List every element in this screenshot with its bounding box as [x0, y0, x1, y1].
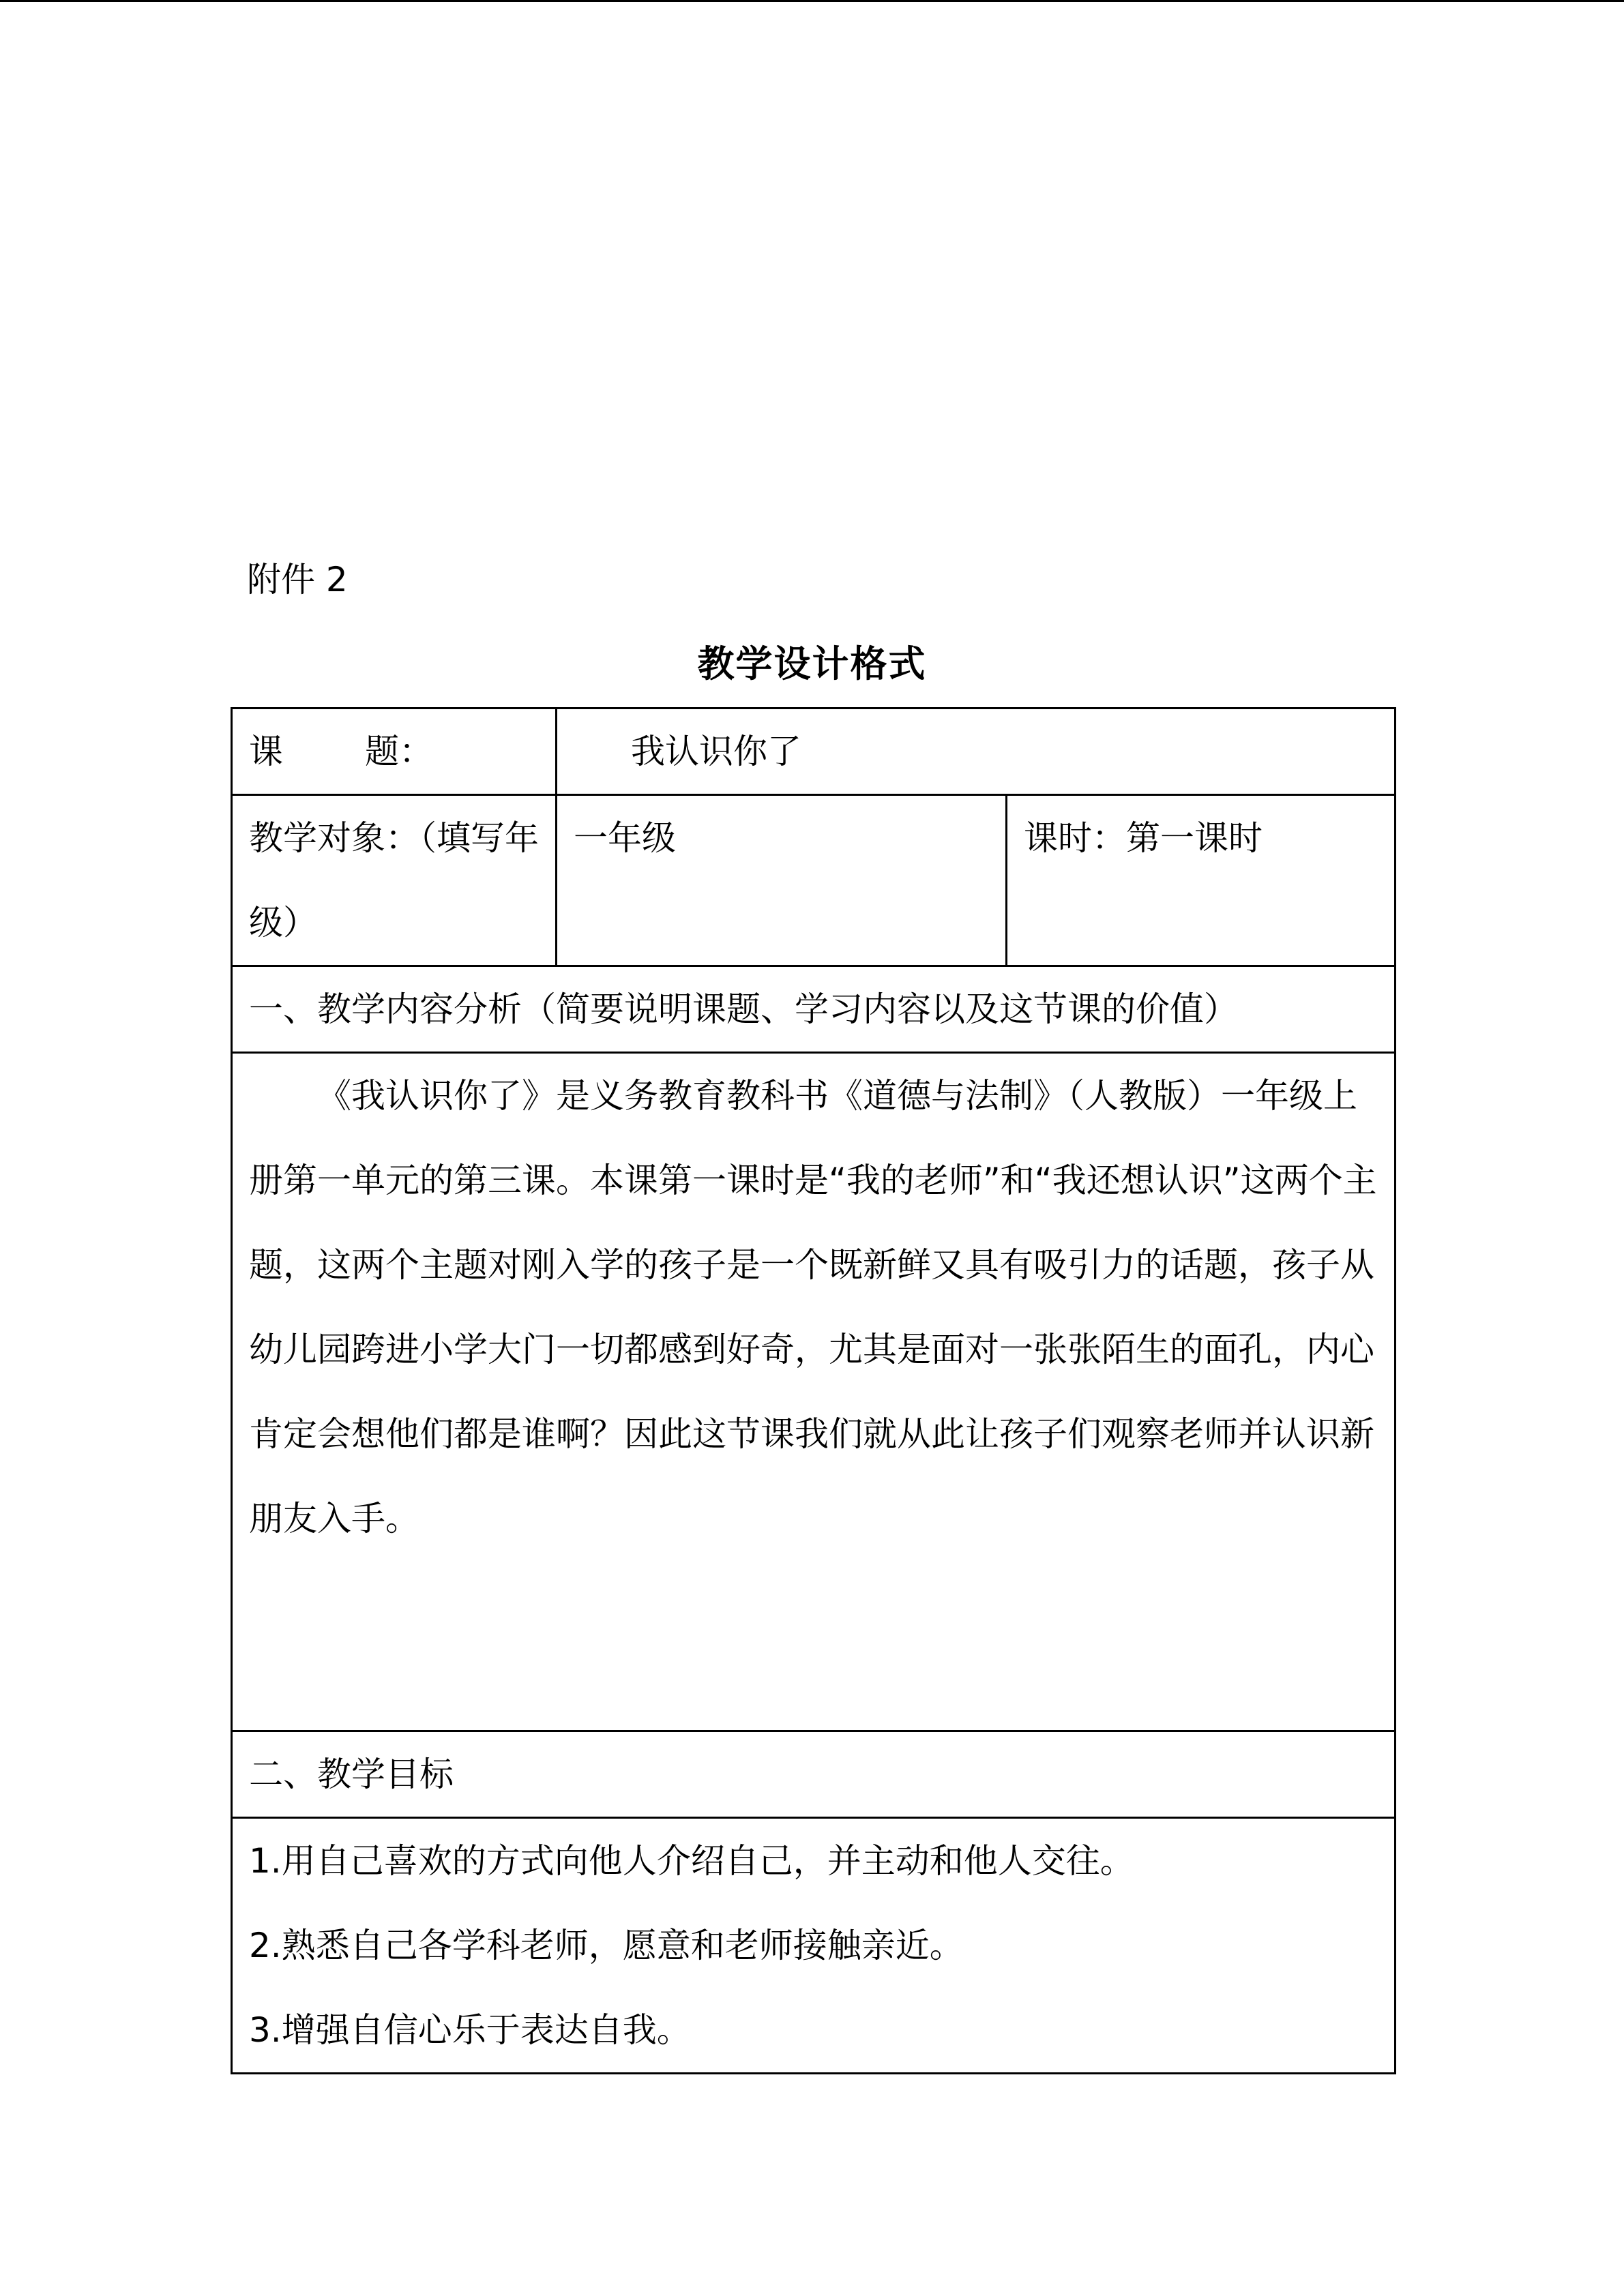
goals-row: [232, 1818, 1396, 2074]
topic-label-cell: [232, 709, 557, 795]
goal-item-1: 1.用自己喜欢的方式向他人介绍自己，并主动和他人交往。: [249, 1841, 1134, 1881]
section2-heading: 二、教学目标: [232, 1731, 1396, 1818]
topic-value: 我认识你了: [557, 709, 1396, 795]
teaching-object-label: 教学对象：（填写年级）: [232, 795, 557, 966]
teaching-design-table: [231, 707, 1396, 2074]
section1-heading: 一、教学内容分析（简要说明课题、学习内容以及这节课的价值）: [232, 966, 1396, 1053]
topic-row: [232, 709, 1396, 795]
teaching-object-row: [232, 795, 1396, 966]
content-analysis-text: 《我认识你了》是义务教育教科书《道德与法制》（人教版）一年级上册第一单元的第三课。本课第一课时是“我的老师”和“我还想认识”这两个主题，这两个主题对刚入学的孩子是一个既新鲜又具有吸引力的话题，孩子从幼儿园跨进小学大门一切都感到好奇，尤其是面对一张张陌生的面孔，内心肯定会想他们都是谁啊？因此这节课我们就从此让孩子们观察老师并认识新朋友入手。: [232, 1053, 1396, 1731]
section1-body-row: [232, 1053, 1396, 1731]
section1-heading-row: [232, 966, 1396, 1053]
attachment-label: 附件 2: [247, 560, 348, 599]
document-title: 教学设计格式: [697, 642, 927, 685]
class-period: 课时：第一课时: [1007, 795, 1396, 966]
goals-cell: [232, 1818, 1396, 2074]
goal-item-2: 2.熟悉自己各学科老师，愿意和老师接触亲近。: [249, 1926, 964, 1965]
section2-heading-row: [232, 1731, 1396, 1818]
topic-label-second-part: 题：: [365, 732, 433, 771]
topic-label-first-char: 课: [249, 732, 283, 771]
teaching-object-value: 一年级: [557, 795, 1007, 966]
goal-item-3: 3.增强自信心乐于表达自我。: [249, 2010, 691, 2050]
top-border-line: [0, 0, 1624, 2]
